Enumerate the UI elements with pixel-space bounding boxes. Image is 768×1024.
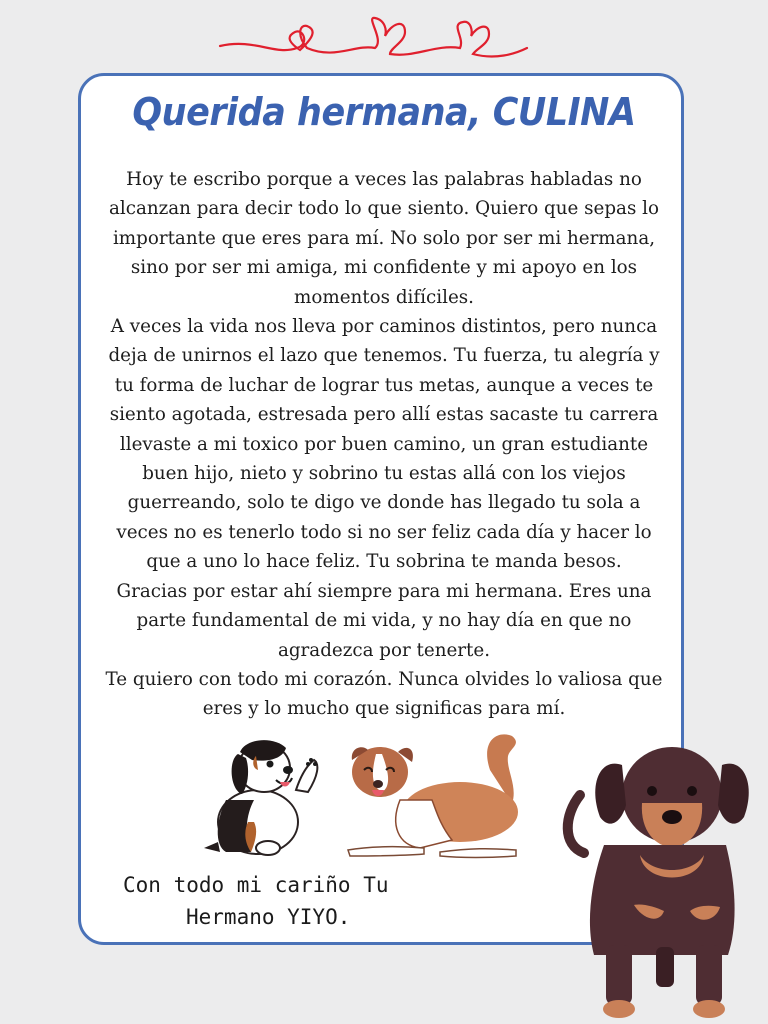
signoff-line-1: Con todo mi cariño Tu [123, 873, 389, 897]
signoff-line-2: Hermano YIYO. [186, 905, 351, 929]
dachshund-icon [560, 735, 765, 1024]
letter-signoff [123, 869, 389, 933]
beagle-puppy-icon [196, 730, 326, 860]
letter-body [100, 165, 668, 724]
letter-title: Querida hermana, CULINA [132, 90, 636, 134]
australian-shepherd-icon [340, 730, 530, 865]
letter-paragraph: A veces la vida nos lleva por caminos distintos, pero nunca deja de unirnos el lazo que tenemos. Tu fuerza, tu alegría y tu forma de luchar de lograr tus metas, aunque a veces te siento agotada, estresada pero allí estas sacaste tu carrera llevaste a mi toxico por buen camino, un gran estudiante buen hijo, nieto y sobrino tu estas allá con los viejos guerreando, solo te digo ve donde has llegado tu sola a veces no es tenerlo todo si no ser feliz cada día y hacer lo que a uno lo hace feliz. Tu sobrina te manda besos. [108, 316, 660, 573]
letter-paragraph: Hoy te escribo porque a veces las palabras habladas no alcanzan para decir todo lo que siento. Quiero que sepas lo importante que eres para mí. No solo por ser mi hermana, sino por ser mi amiga, mi confidente y mi apoyo en los momentos difíciles. [108, 169, 660, 308]
letter-paragraph: Te quiero con todo mi corazón. Nunca olvides lo valiosa que eres y lo mucho que significas para mí. [105, 668, 663, 720]
letter-paragraph: Gracias por estar ahí siempre para mi hermana. Eres una parte fundamental de mi vida, y no hay día en que no agradezca por tenerte. [116, 580, 652, 661]
hearts-decoration-icon [215, 8, 535, 72]
